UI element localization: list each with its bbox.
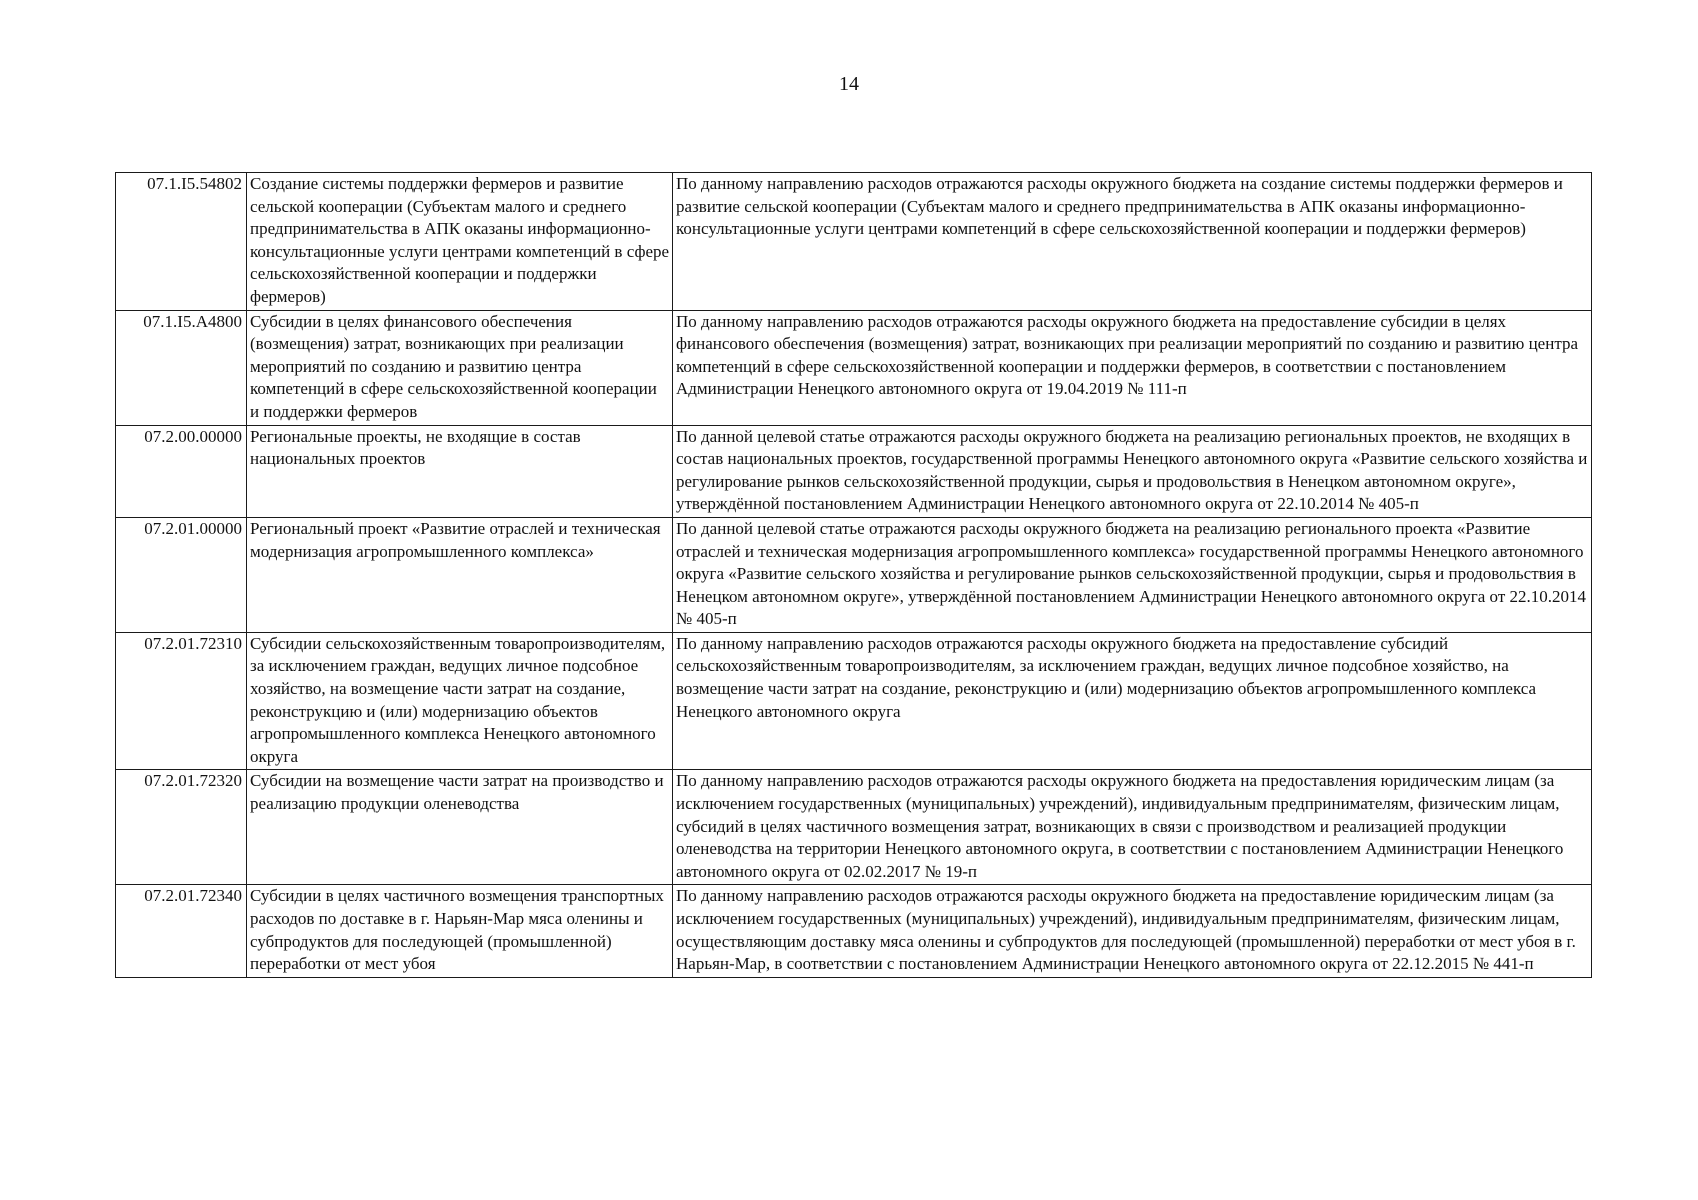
budget-classification-table xyxy=(115,172,1592,978)
row-code: 07.1.I5.54802 xyxy=(116,173,247,311)
row-code: 07.1.I5.А4800 xyxy=(116,310,247,425)
table-row xyxy=(116,425,1592,517)
row-description: По данной целевой статье отражаются расходы окружного бюджета на реализацию регионального проекта «Развитие отраслей и техническая модернизация агропромышленного комплекса» государственной программы Ненецкого автономного округа «Развитие сельского хозяйства и регулирование рынков сельскохозяйственной продукции, сырья и продовольствия в Ненецком автономном округе», утверждённой постановлением Администрации Ненецкого автономного округа от 22.10.2014 № 405-п xyxy=(673,517,1592,632)
row-description: По данному направлению расходов отражаются расходы окружного бюджета на предоставление юридическим лицам (за исключением государственных (муниципальных) учреждений), индивидуальным предпринимателям, физическим лицам, осуществляющим доставку мяса оленины и субпродуктов для последующей (промышленной) переработки от мест убоя в г. Нарьян-Мар, в соответствии с постановлением Администрации Ненецкого автономного округа от 22.12.2015 № 441-п xyxy=(673,885,1592,977)
table-row xyxy=(116,770,1592,885)
row-name: Субсидии в целях частичного возмещения транспортных расходов по доставке в г. Нарьян-Мар мяса оленины и субпродуктов для последующей (промышленной) переработки от мест убоя xyxy=(247,885,673,977)
row-description: По данному направлению расходов отражаются расходы окружного бюджета на предоставления юридическим лицам (за исключением государственных (муниципальных) учреждений), индивидуальным предпринимателям, физическим лицам, субсидий в целях частичного возмещения затрат, возникающих в связи с производством и реализацией продукции оленеводства на территории Ненецкого автономного округа, в соответствии с постановлением Администрации Ненецкого автономного округа от 02.02.2017 № 19-п xyxy=(673,770,1592,885)
row-name: Субсидии на возмещение части затрат на производство и реализацию продукции оленеводства xyxy=(247,770,673,885)
row-description: По данному направлению расходов отражаются расходы окружного бюджета на предоставление субсидий сельскохозяйственным товаропроизводителям, за исключением граждан, ведущих личное подсобное хозяйство, на возмещение части затрат на создание, реконструкцию и (или) модернизацию объектов агропромышленного комплекса Ненецкого автономного округа xyxy=(673,632,1592,770)
table-row xyxy=(116,517,1592,632)
row-code: 07.2.01.72340 xyxy=(116,885,247,977)
row-code: 07.2.01.72310 xyxy=(116,632,247,770)
table-row xyxy=(116,632,1592,770)
row-name: Создание системы поддержки фермеров и развитие сельской кооперации (Субъектам малого и среднего предпринимательства в АПК оказаны информационно-консультационные услуги центрами компетенций в сфере сельскохозяйственной кооперации и поддержки фермеров) xyxy=(247,173,673,311)
row-description: По данному направлению расходов отражаются расходы окружного бюджета на создание системы поддержки фермеров и развитие сельской кооперации (Субъектам малого и среднего предпринимательства в АПК оказаны информационно-консультационные услуги центрами компетенций в сфере сельскохозяйственной кооперации и поддержки фермеров) xyxy=(673,173,1592,311)
row-code: 07.2.01.72320 xyxy=(116,770,247,885)
row-description: По данному направлению расходов отражаются расходы окружного бюджета на предоставление субсидии в целях финансового обеспечения (возмещения) затрат, возникающих при реализации мероприятий по созданию и развитию центра компетенций в сфере сельскохозяйственной кооперации и поддержки фермеров, в соответствии с постановлением Администрации Ненецкого автономного округа от 19.04.2019 № 111-п xyxy=(673,310,1592,425)
table-row xyxy=(116,885,1592,977)
table-row xyxy=(116,173,1592,311)
row-name: Региональный проект «Развитие отраслей и техническая модернизация агропромышленного комплекса» xyxy=(247,517,673,632)
row-name: Региональные проекты, не входящие в состав национальных проектов xyxy=(247,425,673,517)
row-name: Субсидии сельскохозяйственным товаропроизводителям, за исключением граждан, ведущих личное подсобное хозяйство, на возмещение части затрат на создание, реконструкцию и (или) модернизацию объектов агропромышленного комплекса Ненецкого автономного округа xyxy=(247,632,673,770)
row-code: 07.2.00.00000 xyxy=(116,425,247,517)
row-description: По данной целевой статье отражаются расходы окружного бюджета на реализацию региональных проектов, не входящих в состав национальных проектов, государственной программы Ненецкого автономного округа «Развитие сельского хозяйства и регулирование рынков сельскохозяйственной продукции, сырья и продовольствия в Ненецком автономном округе», утверждённой постановлением Администрации Ненецкого автономного округа от 22.10.2014 № 405-п xyxy=(673,425,1592,517)
page-number: 14 xyxy=(839,73,859,95)
row-name: Субсидии в целях финансового обеспечения (возмещения) затрат, возникающих при реализации мероприятий по созданию и развитию центра компетенций в сфере сельскохозяйственной кооперации и поддержки фермеров xyxy=(247,310,673,425)
row-code: 07.2.01.00000 xyxy=(116,517,247,632)
table-row xyxy=(116,310,1592,425)
